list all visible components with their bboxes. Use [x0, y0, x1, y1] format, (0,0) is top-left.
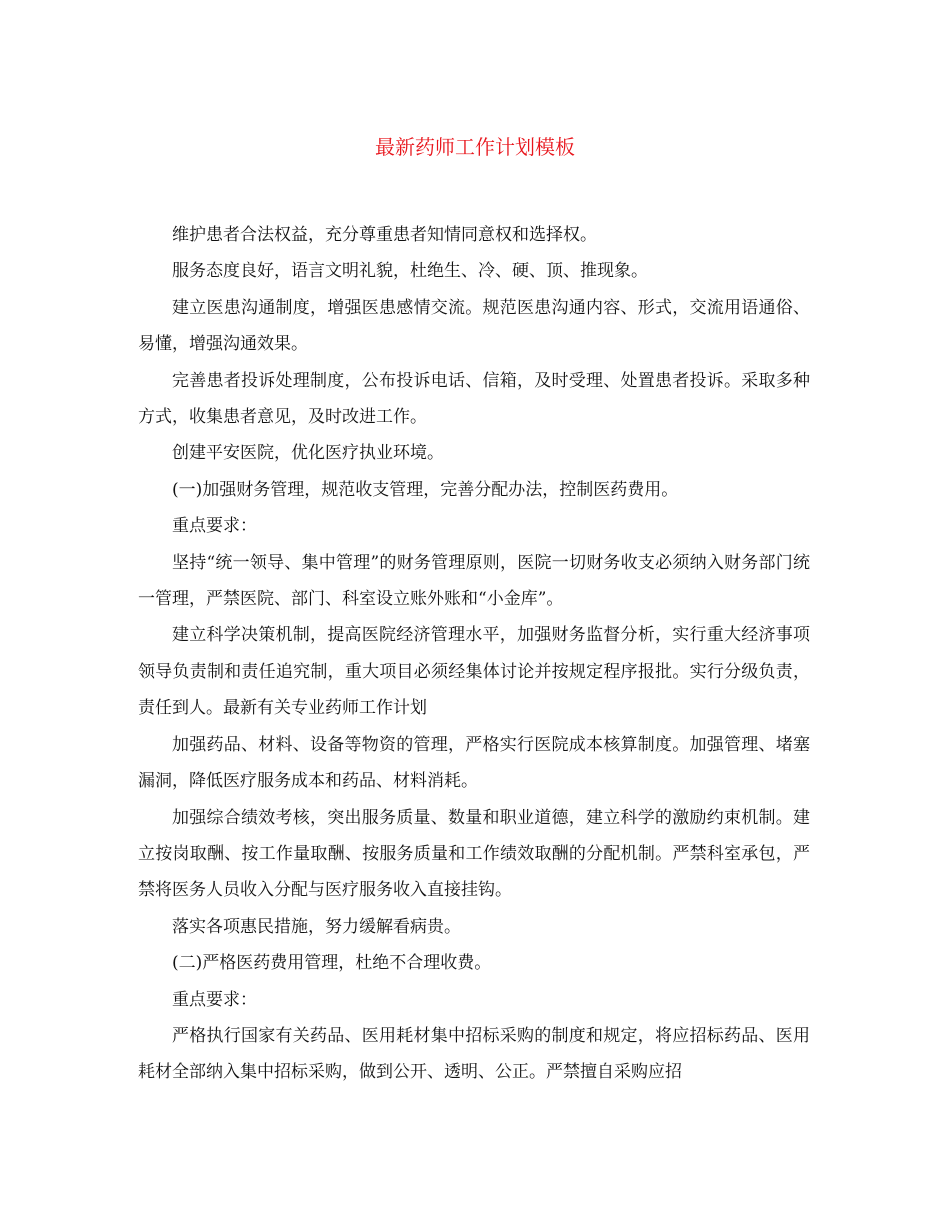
paragraph: 建立医患沟通制度，增强医患感情交流。规范医患沟通内容、形式，交流用语通俗、易懂，增强沟通效果。 — [138, 297, 810, 355]
paragraph: 加强药品、材料、设备等物资的管理，严格实行医院成本核算制度。加强管理、堵塞漏洞，降低医疗服务成本和药品、材料消耗。 — [138, 734, 810, 792]
paragraph: 加强综合绩效考核，突出服务质量、数量和职业道德，建立科学的激励约束机制。建立按岗取酬、按工作量取酬、按服务质量和工作绩效取酬的分配机制。严禁科室承包，严禁将医务人员收入分配与医疗服务收入直接挂钩。 — [138, 807, 810, 901]
paragraph: 建立科学决策机制，提高医院经济管理水平，加强财务监督分析，实行重大经济事项领导负责制和责任追究制，重大项目必须经集体讨论并按规定程序报批。实行分级负责，责任到人。最新有关专业药师工作计划 — [138, 625, 810, 719]
key-requirements-label: 重点要求： — [172, 516, 257, 537]
paragraph: 坚持“统一领导、集中管理”的财务管理原则，医院一切财务收支必须纳入财务部门统一管理，严禁医院、部门、科室设立账外账和“小金库”。 — [138, 552, 810, 610]
paragraph: 维护患者合法权益，充分尊重患者知情同意权和选择权。 — [172, 225, 597, 245]
paragraph: 完善患者投诉处理制度，公布投诉电话、信箱，及时受理、处置患者投诉。采取多种方式，收集患者意见，及时改进工作。 — [138, 370, 810, 428]
paragraph: 严格执行国家有关药品、医用耗材集中招标采购的制度和规定，将应招标药品、医用耗材全部纳入集中招标采购，做到公开、透明、公正。严禁擅自采购应招 — [138, 1025, 810, 1083]
key-requirements-label: 重点要求： — [172, 989, 257, 1010]
paragraph: 落实各项惠民措施，努力缓解看病贵。 — [172, 916, 461, 937]
document-body — [138, 217, 810, 1091]
paragraph: 创建平安医院，优化医疗执业环境。 — [172, 443, 444, 464]
section-heading: (一)加强财务管理，规范收支管理，完善分配办法，控制医药费用。 — [172, 479, 679, 500]
section-heading: (二)严格医药费用管理，杜绝不合理收费。 — [172, 953, 492, 974]
document-title: 最新药师工作计划模板 — [375, 135, 575, 159]
paragraph: 服务态度良好，语言文明礼貌，杜绝生、冷、硬、顶、推现象。 — [172, 261, 648, 282]
